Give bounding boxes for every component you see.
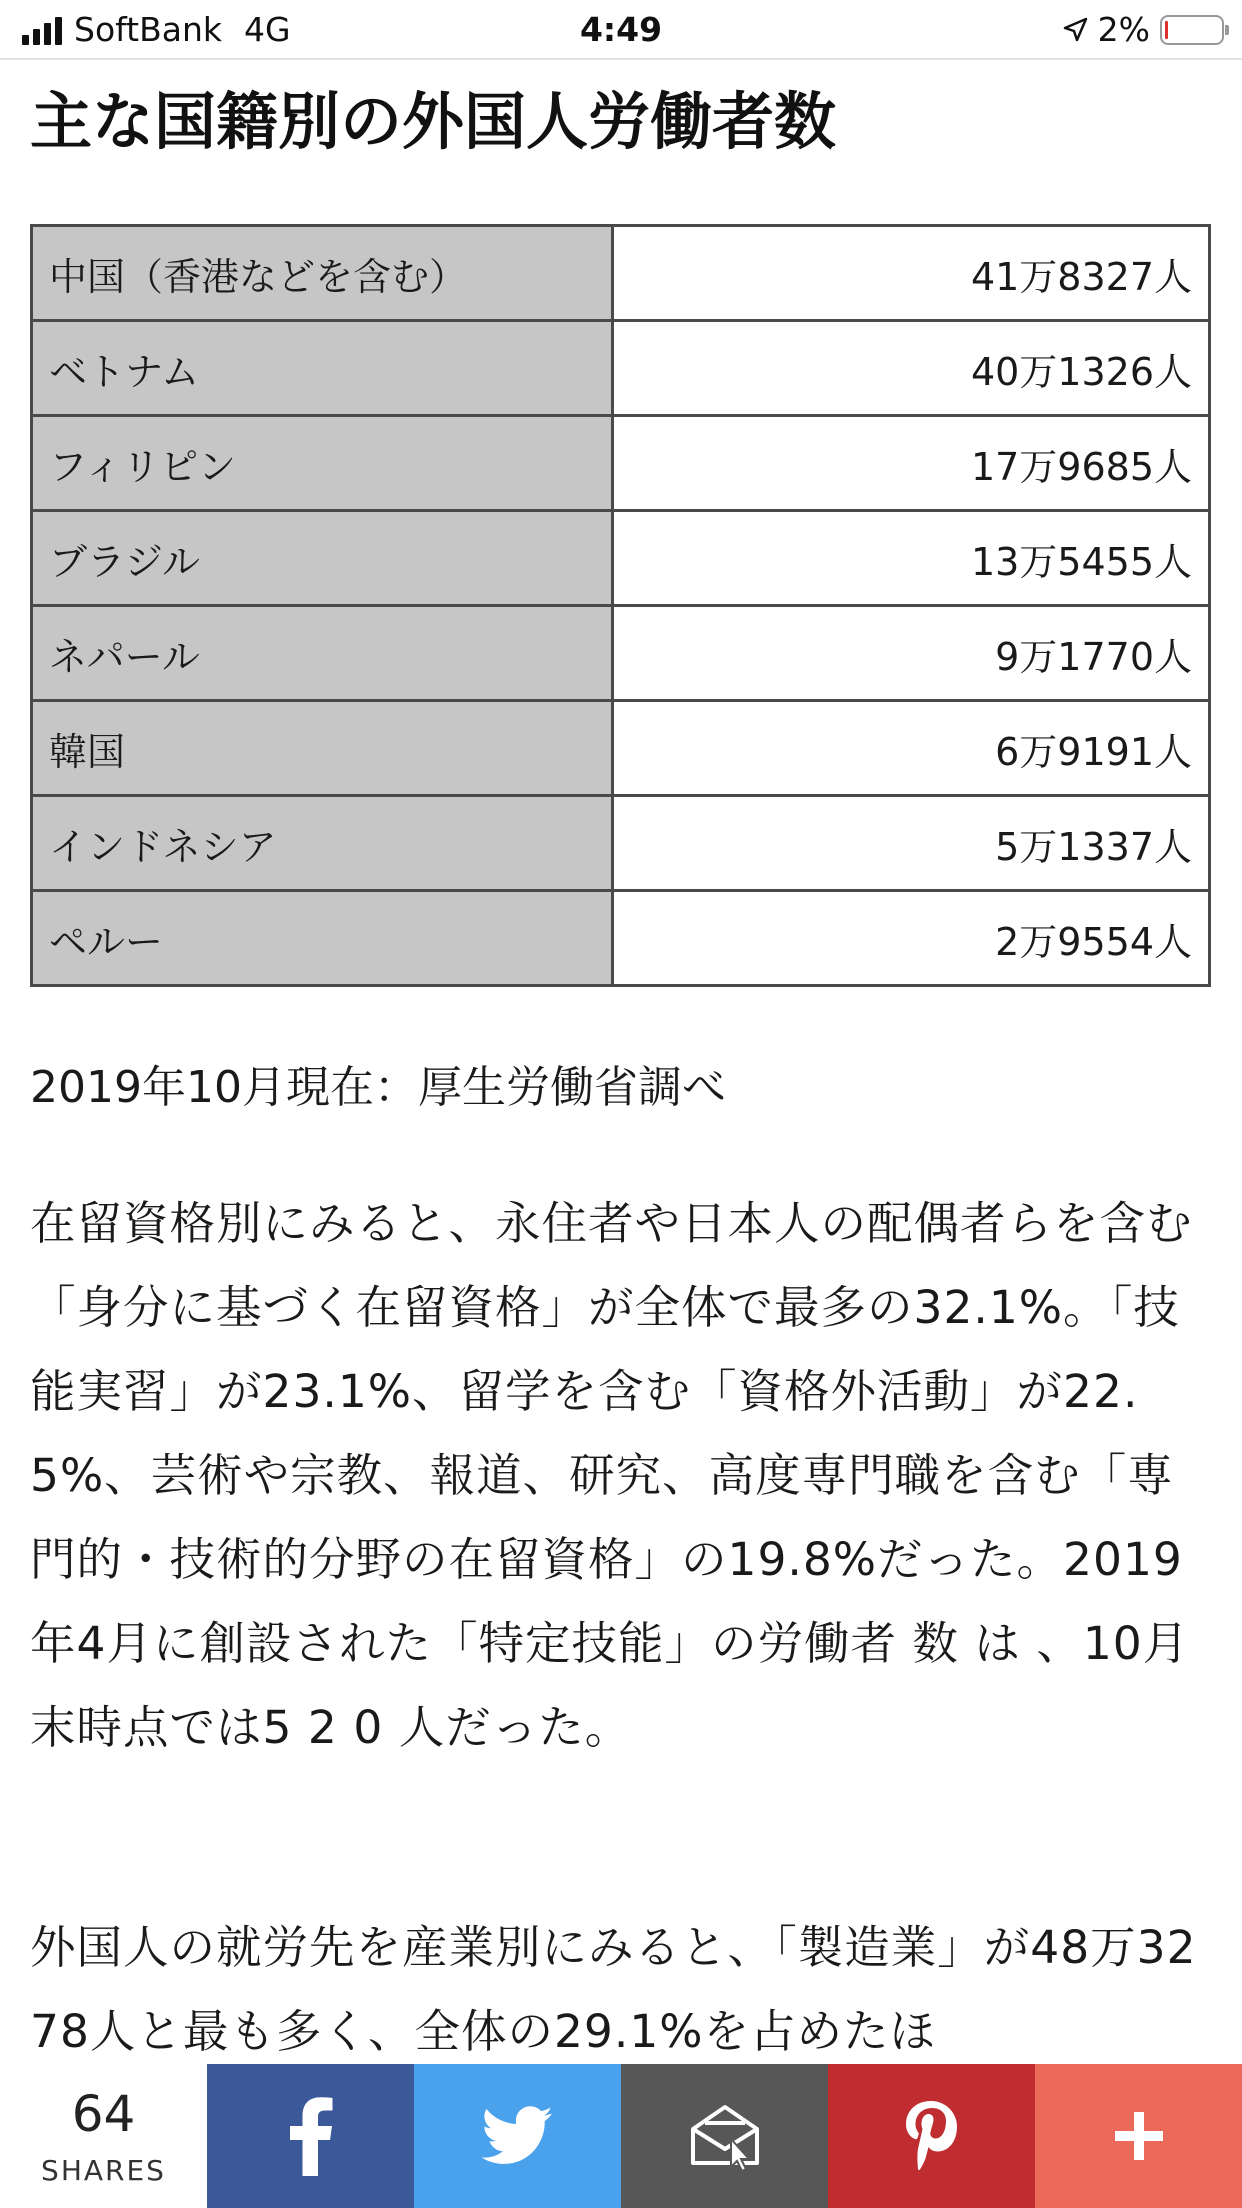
- country-cell: 中国（香港などを含む）: [32, 226, 613, 321]
- table-row: [32, 891, 1210, 986]
- count-cell: 5万1337人: [613, 796, 1210, 891]
- table-row: [32, 321, 1210, 416]
- plus-icon: [1111, 2108, 1167, 2164]
- battery-icon: [1160, 15, 1224, 45]
- share-bar: [0, 2064, 1242, 2208]
- country-cell: ブラジル: [32, 511, 613, 606]
- pinterest-icon: [901, 2097, 963, 2175]
- country-cell: ネパール: [32, 606, 613, 701]
- carrier-name: SoftBank: [74, 10, 223, 49]
- table-row: [32, 796, 1210, 891]
- table-row: [32, 416, 1210, 511]
- table-row: [32, 606, 1210, 701]
- battery-percent: 2%: [1097, 10, 1150, 49]
- table-row: [32, 226, 1210, 321]
- pinterest-share-button[interactable]: [828, 2064, 1035, 2208]
- status-bar: [0, 0, 1242, 60]
- count-cell: 13万5455人: [613, 511, 1210, 606]
- article-paragraph: 在留資格別にみると、永住者や日本人の配偶者らを含む「身分に基づく在留資格」が全体で最多の32.1%。「技能実習」が23.1%、留学を含む「資格外活動」が22.5%、芸術や宗教、報道、研究、高度専門職を含む「専門的・技術的分野の在留資格」の19.8%だった。2019年4月に創設された「特定技能」の労働者 数 は 、10月末時点では5 2 0 人だった。: [30, 1197, 1193, 1754]
- country-cell: フィリピン: [32, 416, 613, 511]
- article-paragraph: 外国人の就労先を産業別にみると、「製造業」が48万3278人と最も多く、全体の29.1%を占めたほ: [30, 1921, 1197, 2058]
- country-cell: ベトナム: [32, 321, 613, 416]
- table-row: [32, 701, 1210, 796]
- country-cell: ペルー: [32, 891, 613, 986]
- facebook-share-button[interactable]: [207, 2064, 414, 2208]
- table-row: [32, 511, 1210, 606]
- count-cell: 9万1770人: [613, 606, 1210, 701]
- share-count-label: SHARES: [41, 2154, 166, 2187]
- envelope-icon: [687, 2101, 763, 2171]
- count-cell: 6万9191人: [613, 701, 1210, 796]
- count-cell: 17万9685人: [613, 416, 1210, 511]
- country-cell: インドネシア: [32, 796, 613, 891]
- article-title: 主な国籍別の外国人労働者数: [30, 85, 837, 158]
- share-count-number: 64: [71, 2085, 136, 2143]
- location-arrow-icon: [1062, 17, 1088, 43]
- share-count: [0, 2064, 207, 2208]
- network-type: 4G: [244, 10, 291, 49]
- facebook-icon: [286, 2096, 336, 2176]
- email-share-button[interactable]: [621, 2064, 828, 2208]
- country-cell: 韓国: [32, 701, 613, 796]
- count-cell: 40万1326人: [613, 321, 1210, 416]
- table-source-caption: 2019年10月現在：厚生労働省調べ: [30, 1062, 726, 1113]
- more-share-button[interactable]: [1035, 2064, 1242, 2208]
- twitter-share-button[interactable]: [414, 2064, 621, 2208]
- twitter-bird-icon: [481, 2106, 555, 2166]
- count-cell: 41万8327人: [613, 226, 1210, 321]
- nationality-worker-table: [30, 224, 1211, 987]
- count-cell: 2万9554人: [613, 891, 1210, 986]
- clock: 4:49: [579, 10, 663, 49]
